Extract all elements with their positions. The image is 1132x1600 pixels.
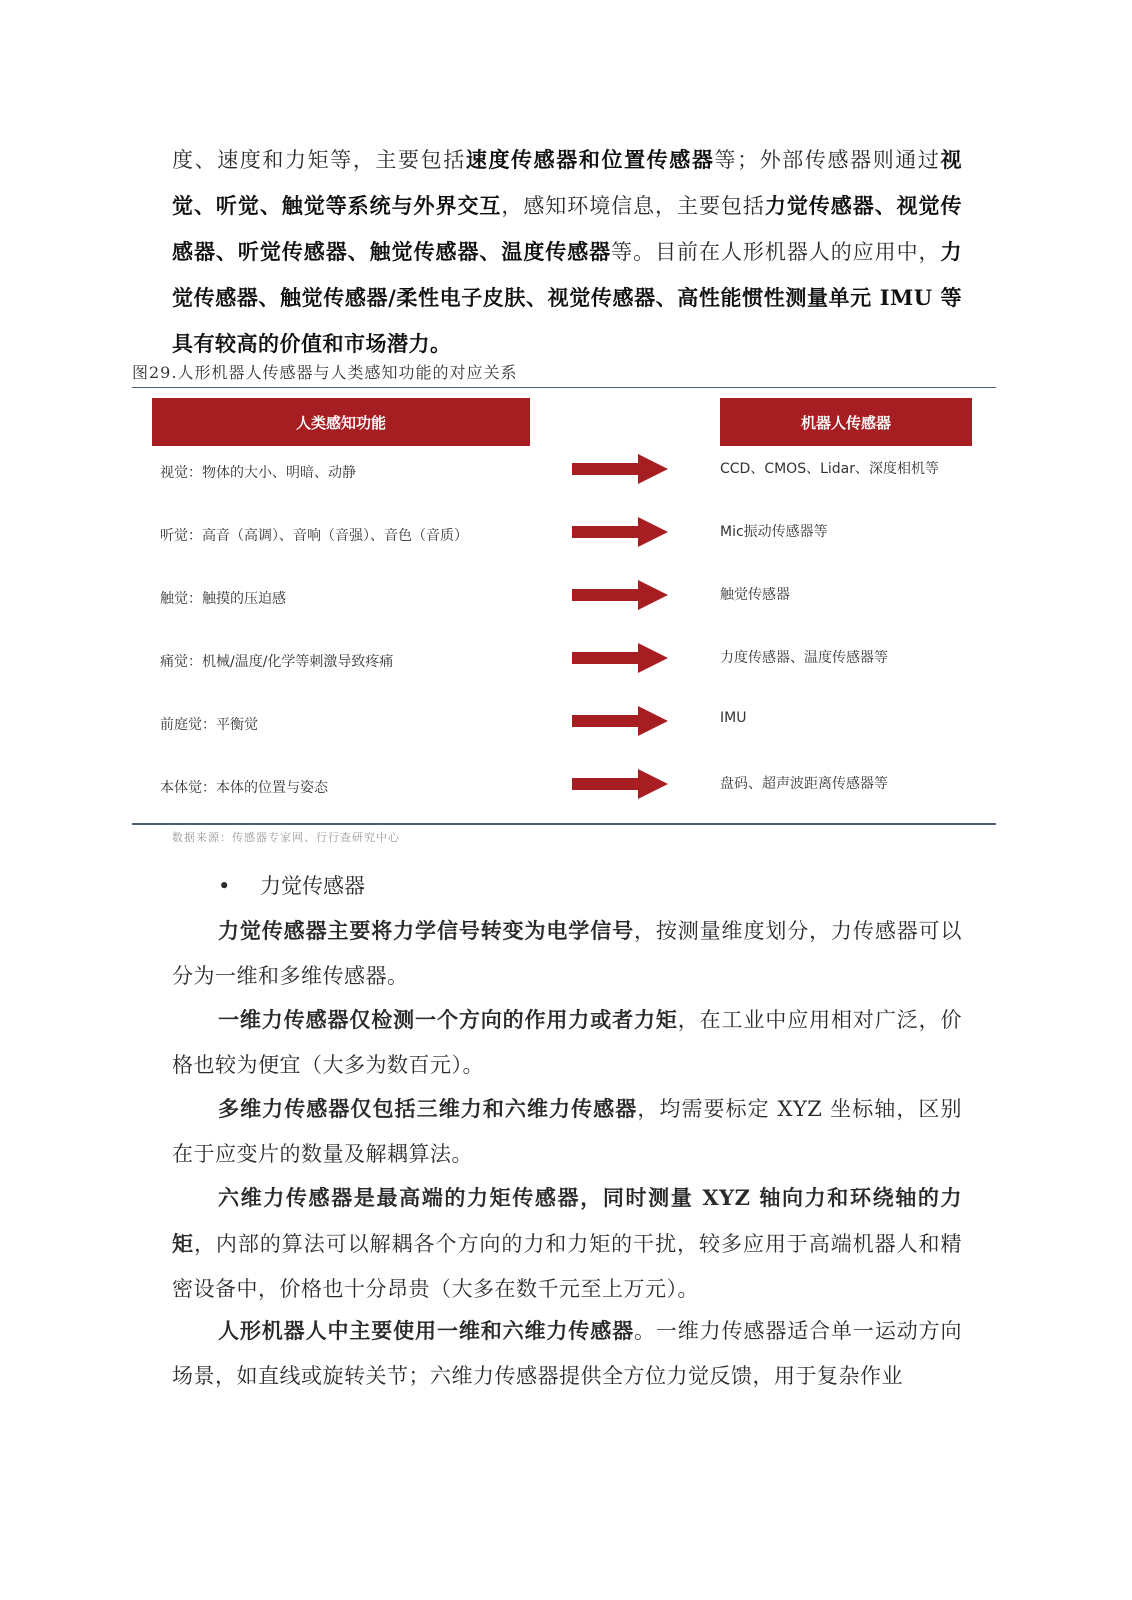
paragraph-body: 。一维力传感器适合单一运动方向场景，如直线或旋转关节；六维力传感器提供全方位力觉反馈，用于复杂作业	[172, 1319, 962, 1388]
intro-seg: 等。目前在人形机器人的应用中，	[611, 240, 941, 264]
human-perception-item: 触觉：触摸的压迫感	[160, 591, 286, 607]
paragraph-lead: 力觉传感器主要将力学信号转变为电学信号	[218, 918, 634, 943]
robot-sensor-item: IMU	[720, 710, 747, 726]
mapping-row	[0, 641, 1132, 681]
robot-sensor-item: 力度传感器、温度传感器等	[720, 650, 888, 666]
mapping-row	[0, 767, 1132, 807]
section-title: 力觉传感器	[260, 874, 365, 898]
mapping-row	[0, 515, 1132, 555]
intro-paragraph	[172, 137, 962, 367]
robot-sensor-item: 触觉传感器	[720, 587, 790, 603]
right-arrow-icon	[572, 706, 668, 736]
figure-bottom-rule	[132, 823, 996, 825]
header-robot-sensor: 机器人传感器	[720, 398, 972, 446]
right-arrow-icon	[572, 643, 668, 673]
robot-sensor-item: 盘码、超声波距离传感器等	[720, 776, 888, 792]
body-paragraph	[172, 908, 962, 999]
figure-caption: 图29.人形机器人传感器与人类感知功能的对应关系	[132, 363, 518, 382]
human-perception-item: 本体觉：本体的位置与姿态	[160, 780, 328, 796]
paragraph-body: ，按测量维度划分，力传感器可以分为一维和多维传感器。	[172, 919, 962, 988]
paragraph-lead: 人形机器人中主要使用一维和六维力传感器	[218, 1318, 634, 1343]
mapping-row	[0, 578, 1132, 618]
intro-seg-bold: 视觉、听觉、触觉等系统与外界交互	[172, 147, 963, 218]
paragraph-lead: 一维力传感器仅检测一个方向的作用力或者力矩	[218, 1007, 678, 1032]
bullet-icon: •	[218, 874, 231, 898]
human-perception-item: 视觉：物体的大小、明暗、动静	[160, 465, 356, 481]
robot-sensor-item: CCD、CMOS、Lidar、深度相机等	[720, 461, 940, 477]
figure-source: 数据来源：传感器专家网、行行查研究中心	[172, 831, 400, 844]
header-human-perception: 人类感知功能	[152, 398, 530, 446]
intro-seg: 等；外部传感器则通过	[714, 148, 941, 172]
body-paragraph	[172, 1308, 962, 1399]
intro-seg-bold: 速度传感器和位置传感器	[465, 147, 715, 172]
robot-sensor-item: Mic振动传感器等	[720, 524, 828, 540]
right-arrow-icon	[572, 517, 668, 547]
right-arrow-icon	[572, 454, 668, 484]
mapping-row	[0, 704, 1132, 744]
paragraph-lead: 六维力传感器是最高端的力矩传感器，同时测量 XYZ 轴向力和环绕轴的力矩	[172, 1185, 962, 1256]
paragraph-body: ，在工业中应用相对广泛，价格也较为便宜（大多为数百元）。	[172, 1008, 963, 1077]
intro-seg-bold: 力觉传感器、触觉传感器/柔性电子皮肤、视觉传感器、高性能惯性测量单元 IMU 等具有较高的价值和市场潜力。	[172, 239, 963, 356]
human-perception-item: 痛觉：机械/温度/化学等刺激导致疼痛	[160, 654, 394, 670]
human-perception-item: 前庭觉：平衡觉	[160, 717, 258, 733]
paragraph-body: ，均需要标定 XYZ 坐标轴，区别在于应变片的数量及解耦算法。	[172, 1097, 962, 1166]
right-arrow-icon	[572, 769, 668, 799]
human-perception-item: 听觉：高音（高调）、音响（音强）、音色（音质）	[160, 528, 468, 544]
intro-seg-bold: 力觉传感器、视觉传感器、听觉传感器、触觉传感器、温度传感器	[172, 193, 963, 264]
right-arrow-icon	[572, 580, 668, 610]
intro-seg: ，感知环境信息，主要包括	[501, 194, 765, 218]
mapping-row	[0, 452, 1132, 492]
body-paragraph	[172, 1175, 962, 1312]
body-paragraph	[172, 997, 962, 1088]
intro-seg: 度、速度和力矩等，主要包括	[172, 148, 466, 172]
figure-top-rule	[132, 387, 996, 388]
paragraph-lead: 多维力传感器仅包括三维力和六维力传感器	[218, 1096, 638, 1121]
body-paragraph	[172, 1086, 962, 1177]
paragraph-body: ，内部的算法可以解耦各个方向的力和力矩的干扰，较多应用于高端机器人和精密设备中，价格也十分昂贵（大多在数千元至上万元）。	[172, 1232, 963, 1301]
